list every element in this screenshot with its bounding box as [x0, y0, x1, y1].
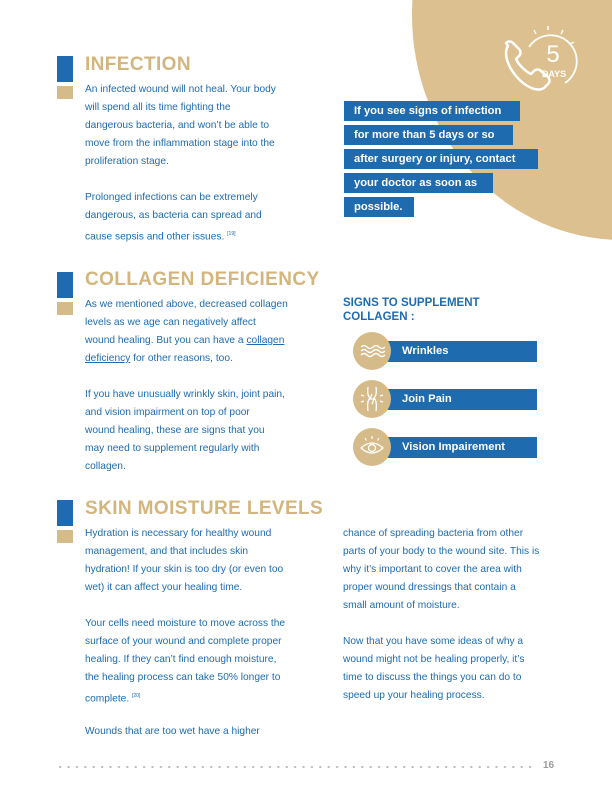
infection-paragraph-2: Prolonged infections can be extremely dangerous, as bacteria can spread and cause sepsis and other issues. [19] [85, 192, 262, 243]
callout-line-4: your doctor as soon as [344, 173, 493, 193]
heading-collagen-deficiency: COLLAGEN DEFICIENCY [85, 269, 320, 290]
moisture-paragraph-2: Your cells need moisture to move across the surface of your wound and complete proper healing. If they can’t find enough moisture, the healing process can take 50% longer to complete. [20] [85, 618, 286, 705]
signs-title: SIGNS TO SUPPLEMENT COLLAGEN : [343, 297, 480, 323]
days-label: DAYS [541, 69, 567, 79]
collagen-paragraph-2: If you have unusually wrinkly skin, joint pain, and vision impairment on top of poor wound healing, these are signs that you may need to supplement regularly with collagen. [85, 389, 285, 472]
moisture-right-paragraph-2: Now that you have some ideas of why a wound might not be healing properly, it’s time to discuss the things you can do to speed up your healing process. [343, 636, 525, 701]
moisture-paragraph-3: Wounds that are too wet have a higher [85, 726, 260, 737]
reference-19: [19] [227, 231, 236, 237]
callout-line-3: after surgery or injury, contact [344, 149, 538, 169]
section-marker-blue [57, 500, 73, 526]
eye-icon [353, 428, 391, 466]
section-marker-tan [57, 302, 73, 315]
collagen-paragraph-1: As we mentioned above, decreased collagen levels as we age can negatively affect wound healing. But you can have a collagen deficiency for other reasons, too. [85, 299, 288, 364]
days-number: 5 [546, 41, 560, 68]
reference-20: [20] [132, 693, 141, 699]
section-marker-blue [57, 272, 73, 298]
page-number: 16 [543, 760, 555, 771]
infection-paragraph-1: An infected wound will not heal. Your body will spend all its time fighting the dangerous bacteria, and won’t be able to move from the inflammation stage into the proliferation stage. [85, 84, 276, 167]
callout-line-2: for more than 5 days or so [344, 125, 513, 145]
sign-wrinkles-label: Wrinkles [374, 341, 537, 362]
heading-skin-moisture: SKIN MOISTURE LEVELS [85, 498, 324, 519]
heading-infection: INFECTION [85, 54, 191, 75]
sign-vision-label: Vision Impairement [374, 437, 537, 458]
collagen-link[interactable]: collagen [246, 335, 285, 346]
section-marker-tan [57, 86, 73, 99]
callout-line-5: possible. [344, 197, 414, 217]
phone-days-icon [498, 26, 588, 94]
wrinkles-icon [353, 332, 391, 370]
sign-joint-pain-label: Join Pain [374, 389, 537, 410]
deficiency-link[interactable]: deficiency [85, 353, 131, 364]
moisture-paragraph-1: Hydration is necessary for healthy wound management, and that includes skin hydration! If your skin is too dry (or even too wet) it can affect your healing time. [85, 528, 284, 593]
footer-dotted-rule [56, 766, 534, 768]
section-marker-blue [57, 56, 73, 82]
joint-pain-icon [353, 380, 391, 418]
callout-line-1: If you see signs of infection [344, 101, 520, 121]
section-marker-tan [57, 530, 73, 543]
moisture-right-paragraph-1: chance of spreading bacteria from other parts of your body to the wound site. This is why it’s important to cover the area with proper wound dressings that contain a small amount of moisture. [343, 528, 540, 611]
